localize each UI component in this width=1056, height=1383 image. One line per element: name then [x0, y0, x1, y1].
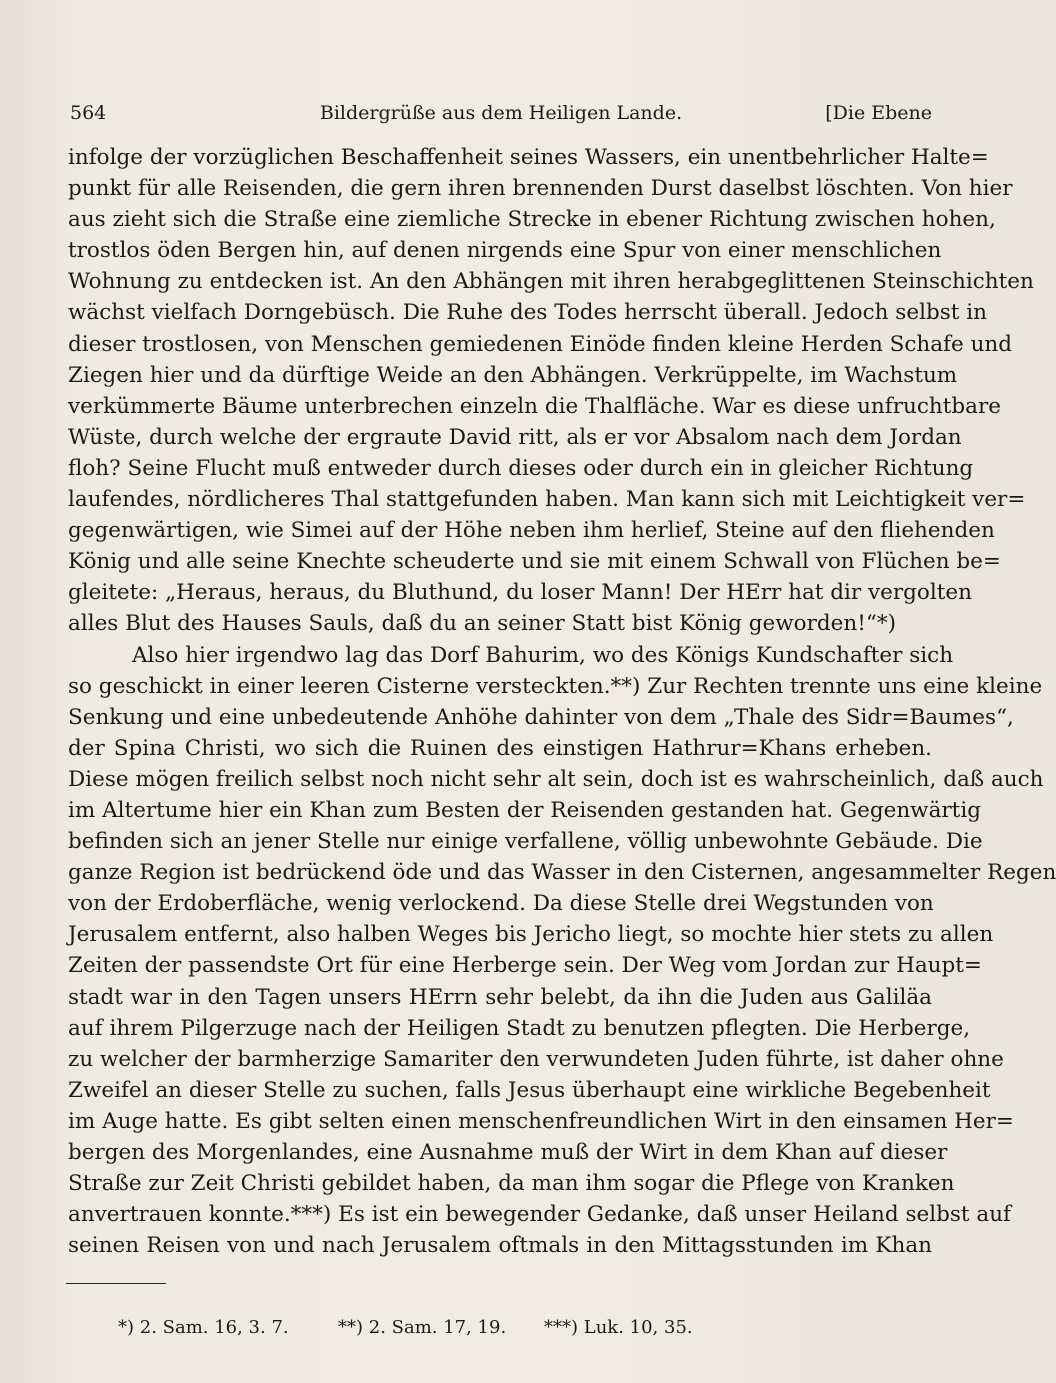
text-line: von der Erdoberfläche, wenig verlockend. Da diese Stelle drei Wegstunden von: [68, 891, 934, 917]
text-line: zu welcher der barmherzige Samariter den verwundeten Juden führte, ist daher ohne: [68, 1046, 1004, 1072]
text-line: Straße zur Zeit Christi gebildet haben, da man ihm sogar die Pflege von Kranken: [68, 1171, 955, 1197]
text-line: Zeiten der passendste Ort für eine Herberge sein. Der Weg vom Jordan zur Haupt=: [68, 953, 982, 979]
footnote: **) 2. Sam. 17, 19.: [338, 1317, 507, 1338]
text-line: aus zieht sich die Straße eine ziemliche Strecke in ebener Richtung zwischen hohen,: [68, 207, 996, 233]
text-line: so geschickt in einer leeren Cisterne versteckten.**) Zur Rechten trennte uns eine kleine: [68, 673, 1043, 699]
footnotes: [118, 1314, 718, 1342]
text-line: seinen Reisen von und nach Jerusalem oftmals in den Mittagsstunden im Khan: [68, 1233, 932, 1259]
text-line: ganze Region ist bedrückend öde und das Wasser in den Cisternen, angesammelter Regen: [68, 860, 1056, 886]
text-line: anvertrauen konnte.***) Es ist ein bewegender Gedanke, daß unser Heiland selbst auf: [68, 1202, 1012, 1228]
text-line: bergen des Morgenlandes, eine Ausnahme muß der Wirt in dem Khan auf dieser: [68, 1140, 948, 1165]
section-marker: [Die Ebene: [825, 102, 932, 124]
text-line: alles Blut des Hauses Sauls, daß du an seiner Statt bist König geworden!“*): [68, 611, 896, 637]
running-head: [70, 96, 932, 130]
footnote: *) 2. Sam. 16, 3. 7.: [118, 1317, 289, 1338]
text-line: punkt für alle Reisenden, die gern ihren brennenden Durst daselbst löschten. Von hier: [68, 176, 1013, 202]
text-line: infolge der vorzüglichen Beschaffenheit seines Wassers, ein unentbehrlicher Halte=: [68, 145, 989, 170]
text-line: im Auge hatte. Es gibt selten einen menschenfreundlichen Wirt in den einsamen Her=: [68, 1108, 1014, 1134]
footnote: ***) Luk. 10, 35.: [544, 1317, 693, 1338]
text-line: wächst vielfach Dorngebüsch. Die Ruhe des Todes herrscht überall. Jedoch selbst in: [68, 300, 987, 326]
text-line: der Spina Christi, wo sich die Ruinen des einstigen Hathrur=Khans erheben.: [68, 735, 932, 761]
text-line: trostlos öden Bergen hin, auf denen nirgends eine Spur von einer menschlichen: [68, 238, 942, 264]
text-line: Jerusalem entfernt, also halben Weges bis Jericho liegt, so mochte hier stets zu allen: [68, 922, 994, 948]
text-line: gleitete: „Heraus, heraus, du Bluthund, du loser Mann! Der HErr hat dir vergolten: [68, 580, 972, 606]
text-line: gegenwärtigen, wie Simei auf der Höhe neben ihm herlief, Steine auf den fliehenden: [68, 518, 995, 544]
text-line: laufendes, nördlicheres Thal stattgefunden haben. Man kann sich mit Leichtigkeit ver=: [68, 487, 1026, 513]
text-line: Wohnung zu entdecken ist. An den Abhängen mit ihren herabgeglittenen Steinschichten: [68, 269, 1034, 295]
text-line: dieser trostlosen, von Menschen gemiedenen Einöde finden kleine Herden Schafe und: [68, 331, 1013, 357]
text-line: Ziegen hier und da dürftige Weide an den Abhängen. Verkrüppelte, im Wachstum: [68, 362, 958, 388]
footnote-rule: [66, 1283, 166, 1284]
page-number: 564: [70, 102, 107, 124]
text-line: befinden sich an jener Stelle nur einige verfallene, völlig unbewohnte Gebäude. Die: [68, 829, 983, 855]
text-line: im Altertume hier ein Khan zum Besten der Reisenden gestanden hat. Gegenwärtig: [68, 797, 981, 823]
text-line: Also hier irgendwo lag das Dorf Bahurim, wo des Königs Kundschafter sich: [132, 642, 954, 668]
body-text: [68, 142, 1056, 1261]
text-line: Wüste, durch welche der ergraute David ritt, als er vor Absalom nach dem Jordan: [68, 424, 962, 450]
text-line: Diese mögen freilich selbst noch nicht sehr alt sein, doch ist es wahrscheinlich, daß auch: [68, 766, 1044, 792]
text-line: Zweifel an dieser Stelle zu suchen, falls Jesus überhaupt eine wirkliche Begebenheit: [68, 1077, 991, 1103]
text-line: stadt war in den Tagen unsers HErrn sehr belebt, da ihn die Juden aus Galiläa: [68, 984, 932, 1010]
text-line: Senkung und eine unbedeutende Anhöhe dahinter von dem „Thale des Sidr=Baumes“,: [68, 704, 1014, 730]
text-line: König und alle seine Knechte scheuderte und sie mit einem Schwall von Flüchen be=: [68, 549, 1001, 575]
running-title: Bildergrüße aus dem Heiligen Lande.: [319, 102, 683, 124]
text-line: floh? Seine Flucht muß entweder durch dieses oder durch ein in gleicher Richtung: [68, 455, 974, 481]
text-line: auf ihrem Pilgerzuge nach der Heiligen Stadt zu benutzen pflegten. Die Herberge,: [68, 1015, 971, 1041]
text-line: verkümmerte Bäume unterbrechen einzeln die Thalfläche. War es diese unfruchtbare: [68, 393, 1001, 419]
